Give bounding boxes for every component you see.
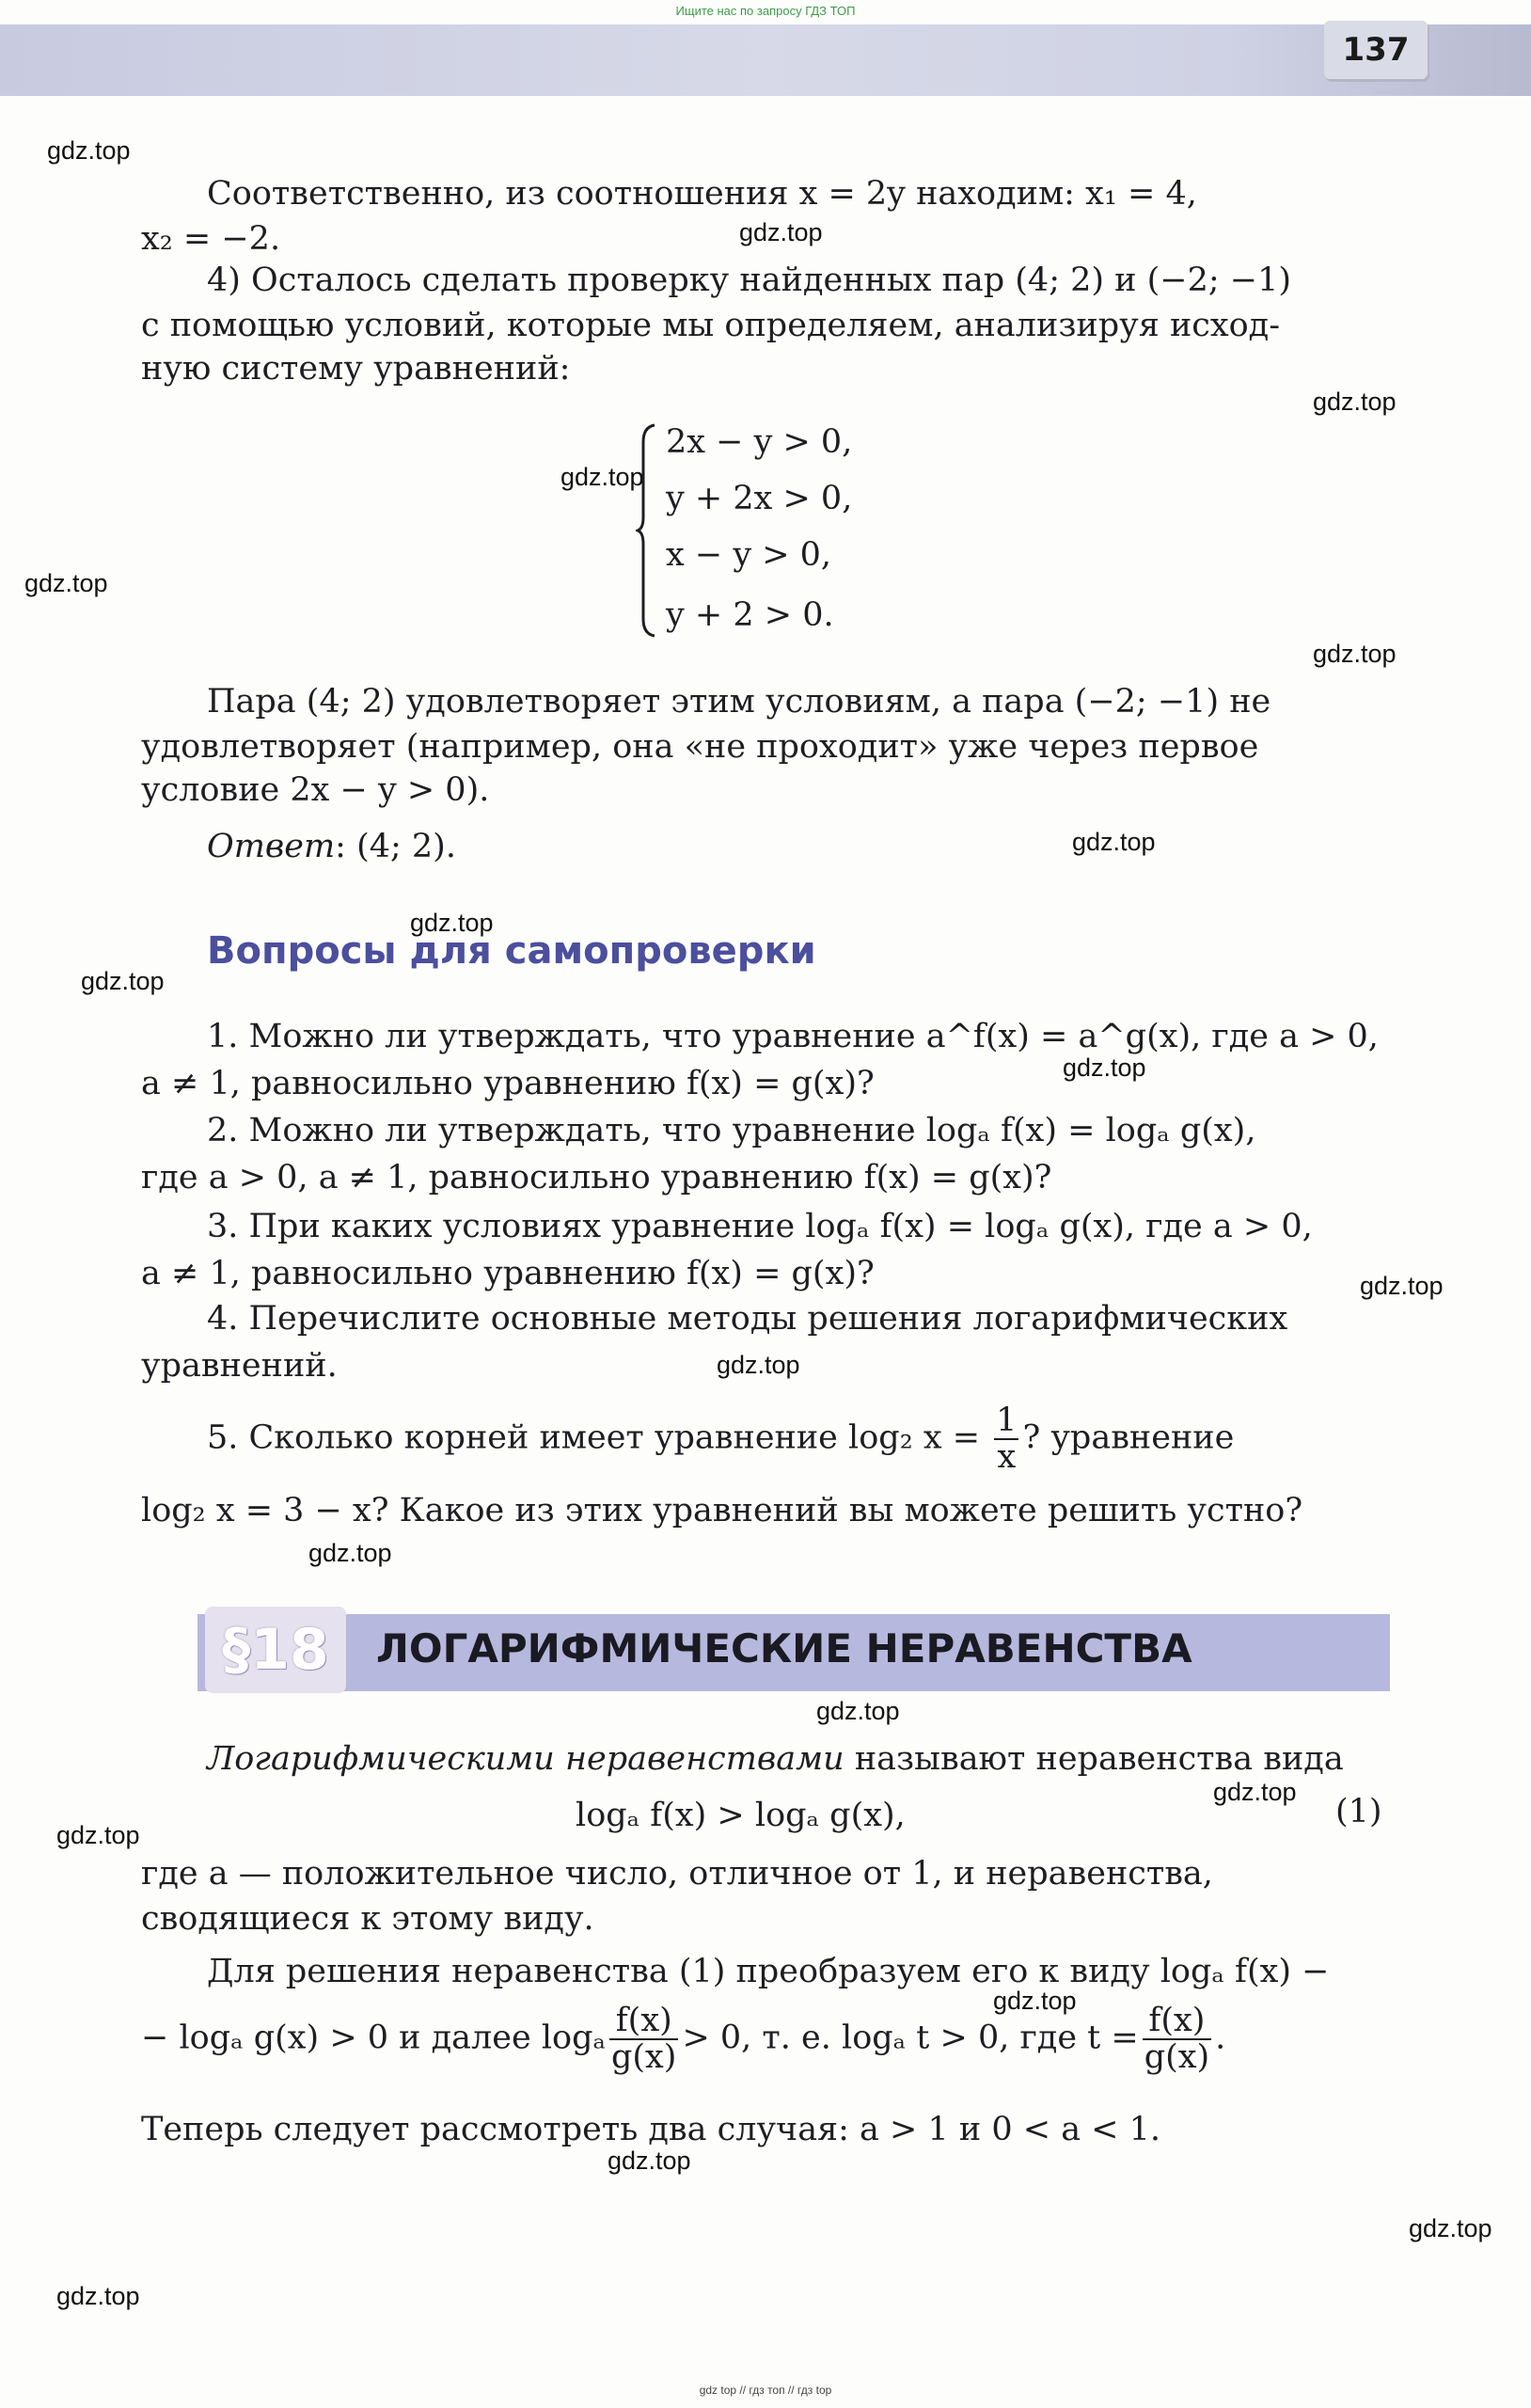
system-line: x − y > 0, <box>666 536 832 574</box>
page-header-band <box>0 24 1531 96</box>
q5-numerator: 1 <box>996 1402 1018 1439</box>
system-line: 2x − y > 0, <box>666 423 853 461</box>
footer-note: gdz top // гдз топ // гдз top <box>699 2384 832 2397</box>
text-line: где a — положительное число, отличное от 1, и неравенства, <box>141 1855 1213 1893</box>
section-number: §18 <box>205 1607 346 1693</box>
section-title: ЛОГАРИФМИЧЕСКИЕ НЕРАВЕНСТВА <box>376 1625 1192 1671</box>
questions-heading: Вопросы для самопроверки <box>207 929 816 973</box>
question-line: где a > 0, a ≠ 1, равносильно уравнению f(x) = g(x)? <box>141 1159 1052 1196</box>
watermark: gdz.top <box>1313 388 1397 416</box>
watermark: gdz.top <box>993 1987 1077 2015</box>
watermark: gdz.top <box>308 1539 392 1567</box>
question-line: 4. Перечислите основные методы решения логарифмических <box>207 1300 1288 1338</box>
watermark: gdz.top <box>24 569 108 597</box>
watermark: gdz.top <box>1213 1778 1297 1806</box>
definition-rest: называют неравенства вида <box>844 1740 1344 1778</box>
text-line: Соответственно, из соотношения x = 2y находим: x₁ = 4, <box>207 175 1197 213</box>
p5-frac2-den: g(x) <box>1144 2037 1210 2076</box>
watermark: gdz.top <box>608 2147 691 2175</box>
p5-fraction-1 <box>609 2004 678 2075</box>
p5-frac1-den: g(x) <box>611 2037 677 2076</box>
text-line: сводящиеся к этому виду. <box>141 1900 594 1938</box>
q5-fraction <box>994 1403 1018 1475</box>
watermark: gdz.top <box>56 1821 140 1849</box>
text-line: Теперь следует рассмотреть два случая: a > 1 и 0 < a < 1. <box>141 2111 1161 2148</box>
text-line: 4) Осталось сделать проверку найденных пар (4; 2) и (−2; −1) <box>207 261 1292 299</box>
p5-middle: > 0, т. е. logₐ t > 0, где t = <box>682 2019 1139 2057</box>
system-line: y + 2x > 0, <box>666 480 853 517</box>
question-line: 2. Можно ли утверждать, что уравнение logₐ f(x) = logₐ g(x), <box>207 1112 1256 1149</box>
p5-start: − logₐ g(x) > 0 и далее logₐ <box>141 2019 606 2057</box>
watermark: gdz.top <box>1409 2214 1492 2242</box>
p5-frac1-num: f(x) <box>609 2004 678 2040</box>
page-number: 137 <box>1324 21 1428 79</box>
question-line: log₂ x = 3 − x? Какое из этих уравнений вы можете решить устно? <box>141 1492 1303 1529</box>
watermark: gdz.top <box>739 218 823 246</box>
system-brace <box>636 423 658 638</box>
p5-frac2-num: f(x) <box>1143 2004 1211 2040</box>
p5-end: . <box>1215 2019 1226 2057</box>
watermark: gdz.top <box>717 1351 800 1379</box>
watermark: gdz.top <box>410 909 494 937</box>
text-line <box>141 2004 1392 2075</box>
watermark: gdz.top <box>81 967 165 995</box>
text-line: Для решения неравенства (1) преобразуем его к виду logₐ f(x) − <box>207 1953 1330 1990</box>
top-search-note: Ищите нас по запросу ГДЗ ТОП <box>675 4 856 18</box>
q5-text: 5. Сколько корней имеет уравнение log₂ x = <box>207 1418 991 1457</box>
watermark: gdz.top <box>560 463 644 491</box>
text-line: Пара (4; 2) удовлетворяет этим условиям, а пара (−2; −1) не <box>207 683 1271 721</box>
q5-denominator: x <box>997 1437 1017 1476</box>
answer-value: : (4; 2). <box>335 828 456 865</box>
text-line: удовлетворяет (например, она «не проходит» уже через первое <box>141 728 1259 766</box>
q5-text-end: ? уравнение <box>1022 1418 1235 1457</box>
question-line: уравнений. <box>141 1347 338 1385</box>
answer-label: Ответ <box>207 828 336 865</box>
system-line: y + 2 > 0. <box>666 596 834 634</box>
question-line: a ≠ 1, равносильно уравнению f(x) = g(x)? <box>141 1255 875 1292</box>
text-line: с помощью условий, которые мы определяем, анализируя исход- <box>141 307 1281 344</box>
answer-line <box>207 824 1458 869</box>
text-line <box>207 1736 1458 1782</box>
text-line: x₂ = −2. <box>141 220 281 258</box>
watermark: gdz.top <box>1072 828 1156 856</box>
text-line: условие 2x − y > 0). <box>141 771 490 809</box>
text-line: ную систему уравнений: <box>141 350 571 388</box>
watermark: gdz.top <box>1360 1272 1444 1300</box>
question-line: a ≠ 1, равносильно уравнению f(x) = g(x)? <box>141 1065 875 1102</box>
watermark: gdz.top <box>47 136 131 165</box>
watermark: gdz.top <box>56 2282 140 2310</box>
p5-fraction-2 <box>1143 2004 1211 2075</box>
question-line: 3. При каких условиях уравнение logₐ f(x) = logₐ g(x), где a > 0, <box>207 1208 1313 1245</box>
question-line: 1. Можно ли утверждать, что уравнение a^f(x) = a^g(x), где a > 0, <box>207 1018 1379 1055</box>
watermark: gdz.top <box>1063 1054 1146 1082</box>
question-line <box>207 1403 1458 1475</box>
watermark: gdz.top <box>1313 640 1397 668</box>
formula-1-number: (1) <box>1335 1793 1382 1830</box>
definition-term: Логарифмическими неравенствами <box>207 1740 844 1778</box>
formula-1: logₐ f(x) > logₐ g(x), <box>576 1797 906 1834</box>
watermark: gdz.top <box>816 1697 900 1725</box>
